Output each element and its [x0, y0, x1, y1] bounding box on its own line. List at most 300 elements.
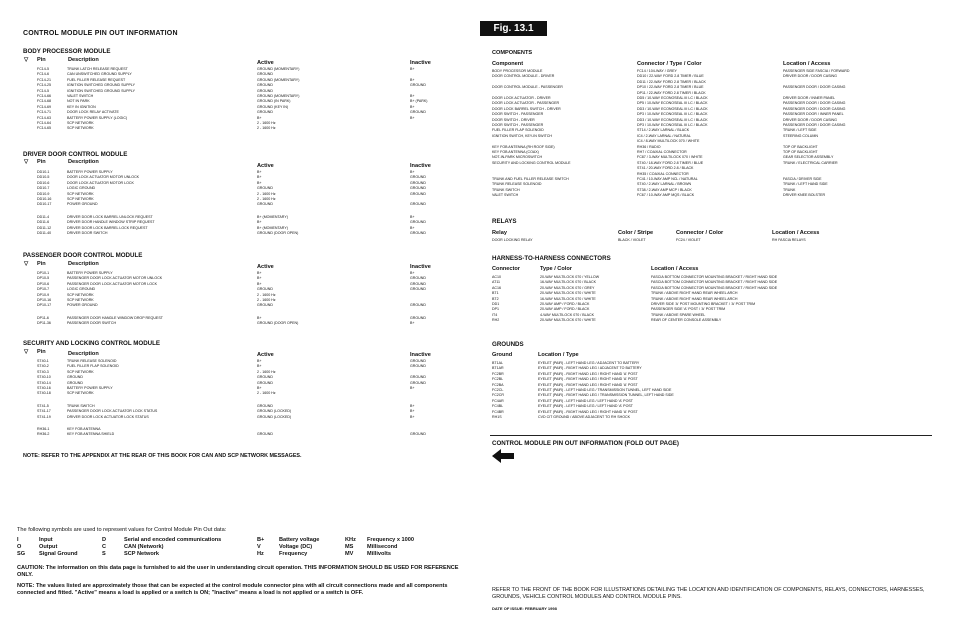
cell-inactive: GROUND: [410, 83, 426, 88]
legend-intro: The following symbols are used to represent values for Control Module Pin Out data:: [17, 527, 227, 533]
cell-location: DRIVER SIDE 'A' POST MOUNTING BRACKET / 'A' POST TRIM: [651, 302, 756, 306]
cell-inactive: B+: [410, 271, 415, 275]
cell-location: TRUNK / ABOVE SPARE WHEEL: [651, 312, 706, 317]
cell-inactive: B+: [410, 414, 415, 419]
cell-pin: DD10-1: [37, 170, 50, 174]
cell-component: TRUNK RELEASE SOLENOID: [492, 182, 542, 187]
cell-pin: DP10-5: [37, 276, 50, 281]
cell-location: FASCIA BOTTOM CONNECTOR MOUNTING BRACKET / RIGHT HAND SIDE: [651, 285, 778, 290]
cell-location: TRUNK / LEFT SIDE: [783, 128, 817, 133]
table-row: [23, 226, 463, 231]
table-row: [492, 410, 932, 415]
table-row: [492, 134, 932, 139]
cell-type: 20-WAY MULTILOCK 070 / YELLOW: [540, 275, 600, 279]
cell-location: DRIVER DOOR / INNER PANEL: [783, 96, 836, 100]
legend-item: [345, 544, 414, 551]
relays-title: RELAYS: [492, 218, 517, 225]
divider: [490, 435, 932, 436]
legend-note: NOTE: The values listed are approximately those that can be expected at the control module connector pins with all circuit connections made and all components connected and fitted. "Active" means a load is applied or a switch is ON; "Inactive" means a load is not applied or a switch is OFF.: [17, 583, 448, 596]
cell-location: GEAR SELECTOR ASSEMBLY: [783, 155, 834, 160]
table-row: [23, 293, 463, 298]
legend-symbol: MS: [345, 544, 354, 550]
cell-desc: TRUNK LATCH RELEASE REQUEST: [67, 67, 128, 71]
cell-location: EYELET (PAIR) - RIGHT HAND LEG / RIGHT HAND 'A' POST: [538, 371, 638, 376]
col-header-location: Location / Access: [651, 266, 699, 272]
cell-pin: FC14-68: [37, 99, 51, 104]
cell-desc: GROUND: [67, 380, 83, 385]
table-row: [23, 316, 463, 321]
table-row: [23, 110, 463, 115]
legend-text: Input: [39, 537, 53, 543]
cell-active: GROUND: [257, 202, 273, 207]
cell-connector: DP3 / 10-WAY ECONOSEAL III LC / BLACK: [637, 112, 708, 117]
cell-desc: SCP NETWORK: [67, 391, 94, 396]
cell-location: PASSENGER DOOR / DOOR CASING: [783, 101, 846, 106]
col-header-inactive: Inactive: [410, 352, 431, 358]
legend-text: Frequency: [279, 551, 308, 557]
cell-location: TRUNK / ABOVE RIGHT HAND REAR WHEEL ARCH: [651, 296, 738, 301]
legend-symbol: MV: [345, 551, 354, 557]
cell-inactive: B+: [410, 321, 415, 326]
cell-desc: CAN UNSWITCHED GROUND SUPPLY: [67, 72, 132, 77]
legend-item: [102, 544, 221, 551]
col-header-active: Active: [257, 60, 274, 66]
table-row: [492, 399, 932, 404]
cell-connector: ST40 / 2-WAY LARNAL / BROWN: [637, 182, 692, 187]
cell-desc: LOGIC GROUND: [67, 186, 96, 191]
date-of-issue: DATE OF ISSUE: FEBRUARY 1998: [492, 606, 557, 611]
cell-connector: RH2: [492, 318, 500, 323]
cell-inactive: GROUND: [410, 432, 426, 437]
cell-pin: FC14-25: [37, 83, 51, 88]
cell-desc: POWER GROUND: [67, 202, 98, 207]
col-header-inactive: Inactive: [410, 60, 431, 66]
table-row: [492, 166, 932, 171]
legend-item: [345, 551, 414, 558]
cell-pin: FC14-64: [37, 121, 51, 125]
table-row: [23, 89, 463, 94]
cell-inactive: B+: [410, 115, 415, 120]
table-row: [492, 145, 932, 150]
col-header-pin: Pin: [37, 57, 46, 63]
table-row: [23, 105, 463, 110]
cell-location: EYELET (PAIR) - RIGHT HAND LEG / ADJACENT TO BATTERY: [538, 366, 642, 371]
cell-pin: DD11-6: [37, 220, 50, 225]
cell-ground: RH1S: [492, 415, 502, 419]
cell-connector: DD3 / 10-WAY ECONOSEAL III LC / BLACK: [637, 106, 708, 111]
col-header-pin: Pin: [37, 349, 46, 355]
cell-location: EYELET (PAIR) - LEFT HAND LEG / ADJACENT TO BATTERY: [538, 361, 640, 365]
cell-pin: FC14-69: [37, 104, 51, 109]
table-row: [492, 118, 932, 123]
cell-inactive: GROUND: [410, 364, 426, 369]
col-header-inactive: Inactive: [410, 163, 431, 169]
cell-desc: PASSENGER DOOR LOCK ACTUATOR MOTOR UNLOCK: [67, 276, 163, 281]
table-row: [492, 286, 932, 291]
cell-pin: DD10-6: [37, 180, 50, 185]
cell-location: TRUNK: [783, 187, 796, 192]
legend-symbol: I: [17, 537, 19, 543]
cell-active: B+: [257, 315, 262, 320]
cell-active: GROUND: [257, 287, 273, 292]
cell-location: DRIVER KNEE BOLSTER: [783, 193, 826, 198]
cell-location: CVD CIT GROUND / ABOVE ADJACENT TO RH SHOCK: [538, 415, 630, 419]
table-row: [23, 391, 463, 396]
cell-desc: FUEL FILLER FLAP SOLENOID: [67, 364, 119, 369]
table-row: [23, 170, 463, 175]
cell-pin: ST40-18: [37, 391, 51, 396]
cell-relay: DOOR LOCKING RELAY: [492, 238, 533, 242]
cell-active: 2 - 1600 Hz: [257, 121, 276, 125]
table-row: [23, 282, 463, 287]
cell-active: GROUND: [257, 110, 273, 115]
cell-pin: DP10-16: [37, 298, 52, 302]
cell-color: BLACK / VIOLET: [618, 238, 646, 242]
table-row: [23, 192, 463, 197]
cell-inactive: B+: [410, 409, 415, 414]
cell-location: TRUNK / LEFT HAND SIDE: [783, 182, 828, 187]
cell-connector: DD3 / 10-WAY ECONOSEAL III LC / BLACK: [637, 117, 708, 122]
cell-pin: FC14-5: [37, 88, 49, 93]
col-header-active: Active: [257, 163, 274, 169]
cell-connector: DD11 / 22-WAY FORD 2.8 TIMER / BLACK: [637, 79, 706, 84]
col-header-description: Description: [68, 57, 99, 63]
table-row: [492, 123, 932, 128]
page-title: CONTROL MODULE PIN OUT INFORMATION: [23, 30, 178, 37]
table-row: [492, 193, 932, 198]
table-row: [492, 112, 932, 117]
cell-connector: FC87 / 3-WAY MULTILOCK 070 / WHITE: [637, 155, 703, 160]
cell-ground: BT1AR: [492, 366, 504, 371]
cell-type: 4-WAY MULTILOCK 070 / BLACK: [540, 312, 594, 317]
cell-desc: FUEL FILLER RELEASE REQUEST: [67, 77, 126, 82]
cell-pin: DP10-1: [37, 271, 50, 275]
table-row: [492, 177, 932, 182]
legend-symbol: B+: [257, 537, 265, 543]
fold-out-title: CONTROL MODULE PIN OUT INFORMATION (FOLD OUT PAGE): [492, 440, 679, 447]
cell-connector: DD1: [492, 302, 500, 306]
cell-pin: FC14-65: [37, 126, 51, 131]
col-header-component: Component: [492, 61, 524, 67]
table-row: [492, 161, 932, 166]
legend-col-2: [102, 537, 221, 558]
legend-item: [345, 537, 414, 544]
col-header-ground: Ground: [492, 352, 513, 358]
cell-active: 2 - 1600 Hz: [257, 191, 276, 196]
cell-inactive: B+: [410, 403, 415, 408]
cell-active: GROUND (LOCKED): [257, 414, 292, 419]
cell-location: DRIVER DOOR / DOOR CASING: [783, 74, 837, 79]
cell-connector: FC41 / 10-WAY AMP NCL / NATURAL: [637, 177, 698, 181]
cell-desc: PASSENGER DOOR HANDLE WINDOW DROP REQUEST: [67, 315, 163, 320]
cell-component: DOOR CONTROL MODULE - DRIVER: [492, 74, 555, 79]
legend-text: Millivolts: [367, 551, 391, 557]
components-title: COMPONENTS: [492, 50, 533, 56]
cell-pin: DP11-6: [37, 315, 49, 320]
table-row: [492, 404, 932, 409]
legend-item: [17, 537, 78, 544]
cell-pin: ST41-5: [37, 403, 49, 408]
table-row: [492, 383, 932, 388]
legend-symbol: SG: [17, 551, 26, 557]
cell-ground: FC2BL: [492, 377, 504, 382]
cell-location: TOP OF BACKLIGHT: [783, 144, 818, 149]
table-row: [492, 297, 932, 302]
cell-active: GROUND: [257, 72, 273, 77]
cell-desc: NOT IN PARK: [67, 99, 90, 104]
driver-door-title: DRIVER DOOR CONTROL MODULE: [23, 151, 128, 158]
cell-inactive: GROUND: [410, 380, 426, 385]
cell-inactive: GROUND: [410, 359, 426, 363]
cell-location: REAR OF CENTER CONSOLE ASSEMBLY: [651, 318, 722, 323]
cell-component: DOOR CONTROL MODULE - PASSENGER: [492, 85, 563, 90]
col-header-active: Active: [257, 264, 274, 270]
cell-active: B+: [257, 220, 262, 225]
legend-text: CAN (Network): [124, 544, 164, 550]
cell-desc: TRUNK SWITCH: [67, 403, 95, 408]
table-row: [23, 186, 463, 191]
cell-desc: VALET SWITCH: [67, 94, 94, 98]
table-row: [492, 150, 932, 155]
cell-inactive: GROUND: [410, 231, 426, 235]
cell-desc: SCP NETWORK: [67, 292, 94, 297]
legend-item: [17, 551, 78, 558]
table-row: [492, 91, 932, 96]
cell-component: FUEL FILLER FLAP SOLENOID: [492, 128, 544, 133]
table-row: [492, 280, 932, 285]
table-row: [492, 74, 932, 79]
cell-component: DOOR LOCK BARREL SWITCH - DRIVER: [492, 106, 561, 111]
table-row: [23, 94, 463, 99]
table-row: [23, 99, 463, 104]
col-header-color: Color / Stripe: [618, 230, 654, 236]
table-row: [23, 116, 463, 121]
harness-title: HARNESS-TO-HARNESS CONNECTORS: [492, 255, 611, 262]
cell-inactive: B+ (PARK): [410, 99, 428, 104]
cell-desc: DRIVER DOOR LOCK BARREL LOCK REQUEST: [67, 225, 148, 230]
cell-active: GROUND: [257, 403, 273, 408]
cell-pin: RH36-2: [37, 432, 50, 437]
cell-desc: LOGIC GROUND: [67, 287, 96, 292]
table-row: [492, 128, 932, 133]
table-row: [23, 375, 463, 380]
table-row: [492, 366, 932, 371]
cell-location: PASSENGER DOOR / DOOR CASING: [783, 123, 846, 127]
table-row: [492, 388, 932, 393]
cell-pin: DD10-17: [37, 202, 52, 207]
cell-desc: SCP NETWORK: [67, 191, 94, 196]
cell-ground: FC2BA: [492, 382, 504, 387]
cell-location: PASSENGER SIDE FASCIA / FORWARD: [783, 69, 850, 73]
legend-text: Output: [39, 544, 58, 550]
legend-col-4: [345, 537, 414, 558]
cell-connector: RH36 / RADIO: [637, 144, 661, 149]
cell-connector: DP5 / 10-WAY ECONOSEAL III LC / BLACK: [637, 101, 708, 106]
cell-location: PASSENGER DOOR / INNER PANEL: [783, 112, 844, 117]
cell-component: SECURITY AND LOCKING CONTROL MODULE: [492, 160, 571, 165]
table-row: [492, 238, 932, 243]
cell-inactive: B+: [410, 77, 415, 82]
cell-component: DOOR SWITCH - DRIVER: [492, 117, 535, 122]
cell-ground: FC2CR: [492, 393, 504, 398]
note-appendix: NOTE: REFER TO THE APPENDIX AT THE REAR OF THIS BOOK FOR CAN AND SCP NETWORK MESSAGES.: [23, 453, 302, 459]
legend-col-3: [257, 537, 319, 558]
cell-connector: DP3 / 10-WAY ECONOSEAL III LC / BLACK: [637, 123, 708, 127]
cell-connector: FC67 / 10-WAY AMP MQS / BLACK: [637, 193, 695, 198]
cell-inactive: B+: [410, 67, 415, 71]
cell-inactive: GROUND: [410, 186, 426, 191]
cell-inactive: B+: [410, 386, 415, 390]
cell-desc: DOOR LOCK RELAY ACTIVATE: [67, 110, 119, 115]
cell-desc: SCP NETWORK: [67, 126, 94, 131]
cell-pin: ST40-2: [37, 364, 49, 369]
cell-active: GROUND (LOCKED): [257, 409, 292, 414]
cell-active: 2 - 1600 Hz: [257, 197, 276, 201]
cell-inactive: B+: [410, 104, 415, 109]
cell-pin: DD10-16: [37, 197, 52, 201]
legend-text: SCP Network: [124, 551, 160, 557]
cell-desc: TRUNK RELEASE SOLENOID: [67, 359, 117, 363]
pin-direction-icon: ▽: [24, 261, 29, 267]
table-row: [23, 415, 463, 420]
cell-inactive: GROUND: [410, 303, 426, 308]
table-row: [23, 298, 463, 303]
cell-connector: DP10 / 22-WAY FORD 2.8 TIMER / BLUE: [637, 85, 704, 90]
table-row: [492, 313, 932, 318]
table-row: [23, 202, 463, 207]
cell-pin: DD10-5: [37, 175, 50, 180]
cell-component: KEY FOB ANTENNA (COAX): [492, 150, 539, 154]
back-arrow-icon: [492, 449, 514, 468]
cell-active: GROUND: [257, 83, 273, 88]
col-header-pin: Pin: [37, 159, 46, 165]
cell-location: DRIVER DOOR / DOOR CASING: [783, 117, 837, 122]
cell-active: B+: [257, 115, 262, 120]
table-row: [23, 83, 463, 88]
table-row: [492, 139, 932, 144]
cell-inactive: GROUND: [410, 191, 426, 196]
cell-pin: DP10-17: [37, 303, 52, 308]
cell-ground: BT1AL: [492, 361, 503, 365]
cell-desc: KEY FOB ANTENNA: [67, 427, 101, 431]
cell-ground: FC2BR: [492, 371, 504, 376]
cell-desc: IGNITION SWITCHED GROUND SUPPLY: [67, 88, 136, 93]
cell-active: GROUND: [257, 186, 273, 191]
cell-desc: SCP NETWORK: [67, 298, 94, 302]
cell-inactive: GROUND: [410, 175, 426, 180]
table-row: [23, 432, 463, 437]
cell-type: 20-WAY MULTILOCK 070 / WHITE: [540, 318, 596, 323]
cell-connector: ST38 / 2-WAY AMP MCP / BLACK: [637, 187, 692, 192]
cell-inactive: GROUND: [410, 315, 426, 320]
cell-pin: FC14-66: [37, 94, 51, 98]
col-header-location: Location / Access: [783, 61, 831, 67]
cell-location: FASCIA BOTTOM CONNECTOR MOUNTING BRACKET / RIGHT HAND SIDE: [651, 280, 778, 285]
cell-active: B+: [257, 271, 262, 275]
col-header-type: Type / Color: [540, 266, 572, 272]
cell-active: B+: [257, 364, 262, 369]
table-row: [492, 85, 932, 90]
cell-active: B+: [257, 359, 262, 363]
cell-component: KEY FOB ANTENNA (RH ROOF SIDE): [492, 144, 555, 149]
cell-location: EYELET (PAIR) - LEFT HAND LEG / LEFT HAND 'A' POST: [538, 398, 633, 403]
cell-pin: ST41-19: [37, 414, 51, 419]
cell-pin: ST40-14: [37, 380, 51, 385]
table-row: [492, 155, 932, 160]
table-row: [23, 175, 463, 180]
cell-inactive: GROUND: [410, 110, 426, 115]
cell-pin: FC14-6: [37, 72, 49, 77]
table-row: [492, 318, 932, 323]
cell-connector: DP1: [492, 307, 499, 312]
cell-active: 2 - 1600 Hz: [257, 391, 276, 396]
cell-inactive: B+: [410, 214, 415, 219]
legend-item: [17, 544, 78, 551]
cell-active: GROUND (KEY IN): [257, 104, 289, 109]
cell-desc: KEY FOB ANTENNA SHIELD: [67, 432, 115, 437]
legend-item: [257, 537, 319, 544]
table-row: [492, 302, 932, 307]
pin-direction-icon: ▽: [24, 57, 29, 63]
table-row: [23, 386, 463, 391]
cell-location: TOP OF BACKLIGHT: [783, 150, 818, 154]
cell-pin: ST40-16: [37, 386, 51, 390]
cell-location: FASCIA BOTTOM CONNECTOR MOUNTING BRACKET / RIGHT HAND SIDE: [651, 275, 778, 279]
table-row: [23, 220, 463, 225]
legend-col-1: [17, 537, 78, 558]
table-row: [23, 231, 463, 236]
cell-ground: FC4BL: [492, 404, 504, 409]
cell-type: 20-WAY MULTILOCK 070 / GREY: [540, 285, 595, 290]
cell-active: GROUND: [257, 303, 273, 308]
cell-location: EYELET (PAIR) - LEFT HAND LEG / LEFT HAND 'A' POST: [538, 404, 633, 409]
cell-active: GROUND (MOMENTARY): [257, 67, 300, 71]
cell-connector: RH35 / COAXIAL CONNECTOR: [637, 171, 689, 176]
security-title: SECURITY AND LOCKING CONTROL MODULE: [23, 340, 161, 347]
passenger-door-title: PASSENGER DOOR CONTROL MODULE: [23, 252, 143, 259]
cell-connector: BT1: [492, 291, 499, 296]
legend-symbol: D: [102, 537, 107, 543]
cell-active: GROUND (DOOR OPEN): [257, 231, 299, 235]
cell-inactive: GROUND: [410, 375, 426, 380]
cell-location: FASCIA / DRIVER SIDE: [783, 177, 822, 181]
cell-location: EYELET (PAIR) - RIGHT HAND LEG / RIGHT HAND 'A' POST: [538, 382, 638, 387]
cell-location: PASSENGER DOOR / DOOR CASING: [783, 106, 846, 111]
cell-pin: ST40-3: [37, 369, 49, 374]
cell-location: EYELET (PAIR) - RIGHT HAND LEG / RIGHT HAND 'A' POST: [538, 409, 638, 414]
cell-desc: BATTERY POWER SUPPLY: [67, 170, 113, 174]
table-row: [23, 409, 463, 414]
cell-active: 2 - 1600 Hz: [257, 369, 276, 374]
cell-component: IGNITION SWITCH, KEY-IN SWITCH: [492, 133, 552, 138]
cell-pin: DP10-7: [37, 287, 50, 292]
cell-active: B+: [257, 175, 262, 180]
cell-inactive: GROUND: [410, 287, 426, 292]
cell-pin: DP10-6: [37, 281, 50, 286]
cell-inactive: GROUND: [410, 202, 426, 207]
cell-connector: BT2: [492, 296, 499, 301]
cell-pin: FC14-21: [37, 77, 51, 82]
cell-active: GROUND: [257, 375, 273, 380]
cell-location: PASSENGER SIDE 'A' POST / 'A' POST TRIM: [651, 307, 726, 312]
cell-inactive: GROUND: [410, 220, 426, 225]
cell-connector: IC4 / 2-WAY LARNAL / NATURAL: [637, 133, 691, 138]
cell-active: 2 - 1600 Hz: [257, 126, 276, 131]
table-row: [492, 377, 932, 382]
cell-desc: DOOR LOCK ACTUATOR MOTOR UNLOCK: [67, 175, 140, 180]
cell-pin: ST41-17: [37, 409, 51, 414]
cell-pin: ST40-10: [37, 375, 51, 380]
